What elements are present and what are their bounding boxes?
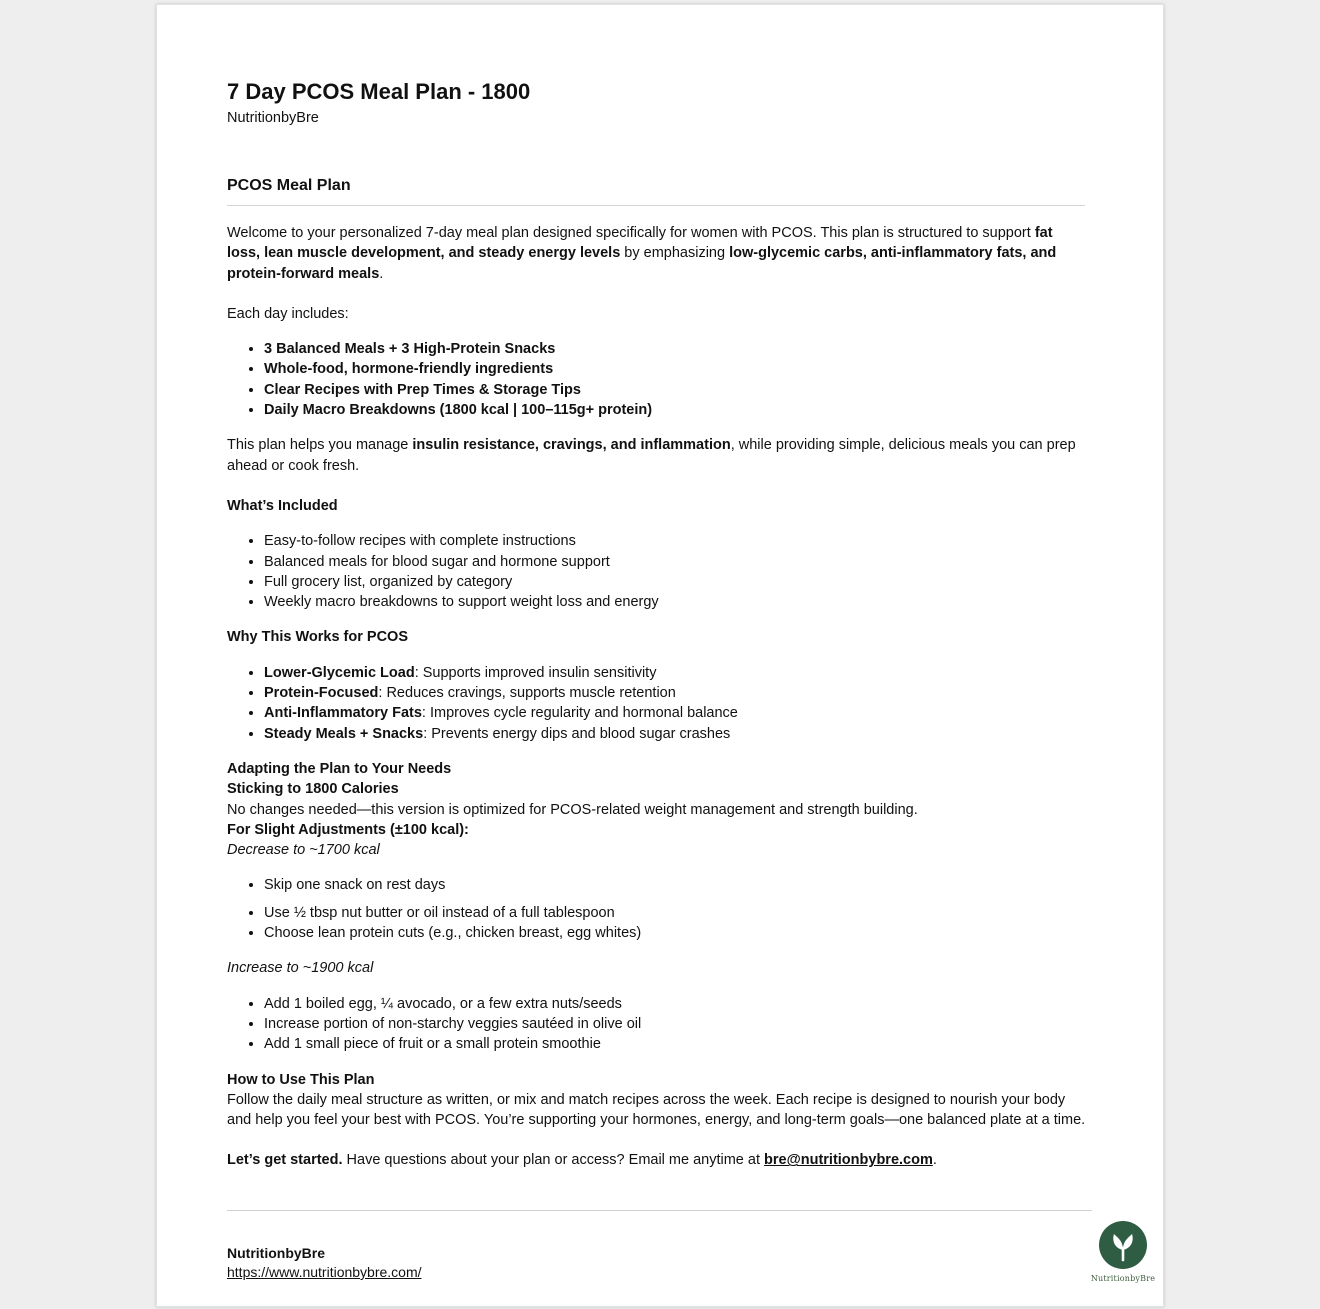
list-item: [264, 359, 1087, 379]
text-run: Welcome to your personalized 7-day meal plan designed specifically for women with PCOS. This plan is structured to support: [227, 225, 1035, 241]
text-run: Add 1 small piece of fruit or a small protein smoothie: [264, 1036, 601, 1053]
spacer: [227, 860, 1087, 875]
bold-text: Sticking to 1800 Calories: [227, 781, 399, 798]
logo-wordmark: NutritionbyBre: [1090, 1274, 1156, 1283]
section-title: PCOS Meal Plan: [227, 175, 1085, 206]
list-item: [264, 339, 1087, 359]
text-run: Each day includes:: [227, 305, 349, 322]
paragraph: [227, 1090, 1087, 1131]
text-run: .: [379, 265, 384, 282]
text-run: Skip one snack on rest days: [264, 877, 446, 894]
bold-text: 3 Balanced Meals + 3 High-Protein Snacks: [264, 341, 556, 358]
text-run: Add 1 boiled egg, ¼ avocado, or a few extra nuts/seeds: [264, 995, 622, 1012]
bullet-list: [227, 903, 1087, 944]
list-item: [264, 683, 1087, 703]
bold-text: Protein-Focused: [264, 685, 379, 702]
text-run: Have questions about your plan or access? Email me anytime at: [342, 1152, 765, 1169]
paragraph: [227, 840, 1087, 860]
bold-text: How to Use This Plan: [227, 1071, 375, 1088]
text-run: Follow the daily meal structure as written, or mix and match recipes across the week. Each recipe is designed to nourish your body and help you feel your best with PCOS. You’re supporting your hormones, energy, and long-term goals—one balanced plate at a time.: [227, 1091, 1086, 1129]
list-item: [264, 1014, 1087, 1034]
leaf-logo-icon: [1099, 1221, 1147, 1269]
bold-text: low-glycemic carbs, anti-inflammatory fats, and protein-forward meals: [227, 245, 1057, 282]
paragraph: [227, 223, 1087, 284]
italic-text: Decrease to ~1700 kcal: [227, 842, 380, 859]
list-item: [264, 531, 1087, 551]
email-link[interactable]: bre@nutritionbybre.com: [764, 1152, 933, 1169]
paragraph: [227, 820, 1087, 840]
bold-text: Clear Recipes with Prep Times & Storage Tips: [264, 381, 581, 398]
paragraph: [227, 304, 1087, 324]
text-run: , while providing simple, delicious meals you can prep ahead or cook fresh.: [227, 437, 1076, 474]
italic-text: Increase to ~1900 kcal: [227, 960, 374, 977]
paragraph: [227, 1070, 1087, 1090]
bold-text: Anti-Inflammatory Fats: [264, 705, 422, 722]
spacer: [227, 1130, 1087, 1150]
list-item: [264, 703, 1087, 723]
list-item: [264, 380, 1087, 400]
footer-divider: [227, 1210, 1092, 1211]
bold-text: Steady Meals + Snacks: [264, 725, 424, 742]
bold-text: What’s Included: [227, 497, 338, 514]
list-item: [264, 875, 1087, 895]
paragraph: [227, 800, 1087, 820]
bullet-list: [227, 663, 1087, 744]
spacer: [227, 612, 1087, 627]
list-item: [264, 552, 1087, 572]
text-run: Increase portion of non-starchy veggies sautéed in olive oil: [264, 1015, 642, 1032]
text-run: This plan helps you manage: [227, 437, 413, 454]
paragraph: [227, 958, 1087, 978]
spacer: [227, 943, 1087, 958]
text-run: Full grocery list, organized by category: [264, 573, 513, 590]
spacer: [227, 744, 1087, 759]
list-item: [264, 663, 1087, 683]
list-item: [264, 592, 1087, 612]
footer-brand-name: NutritionbyBre: [227, 1245, 325, 1261]
footer-website-link[interactable]: https://www.nutritionbybre.com/: [227, 1264, 422, 1280]
list-item: [264, 923, 1087, 943]
list-item: [264, 724, 1087, 744]
brand-logo: [1083, 1221, 1163, 1285]
bold-text: Lower-Glycemic Load: [264, 664, 415, 681]
spacer: [227, 648, 1087, 663]
bold-text: insulin resistance, cravings, and inflammation: [412, 437, 731, 454]
bold-text: fat loss, lean muscle development, and steady energy levels: [227, 225, 1053, 262]
paragraph: [227, 435, 1087, 476]
document-page: [156, 4, 1164, 1307]
spacer: [227, 324, 1087, 339]
text-run: Easy-to-follow recipes with complete instructions: [264, 533, 576, 550]
spacer: [227, 420, 1087, 435]
spacer: [227, 284, 1087, 304]
document-subtitle: NutritionbyBre: [227, 110, 319, 126]
text-run: Choose lean protein cuts (e.g., chicken breast, egg whites): [264, 925, 642, 942]
spacer: [227, 476, 1087, 496]
bold-text: Daily Macro Breakdowns (1800 kcal | 100–115g+ protein): [264, 402, 653, 419]
text-run: : Supports improved insulin sensitivity: [414, 664, 657, 681]
text-run: by emphasizing: [620, 245, 730, 262]
spacer: [227, 896, 1087, 903]
list-item: [264, 572, 1087, 592]
document-title: 7 Day PCOS Meal Plan - 1800: [227, 79, 531, 104]
list-item: [264, 903, 1087, 923]
bold-text: Adapting the Plan to Your Needs: [227, 760, 452, 777]
text-run: : Improves cycle regularity and hormonal balance: [421, 705, 738, 722]
text-run: No changes needed—this version is optimized for PCOS-related weight management and strength building.: [227, 801, 918, 818]
list-item: [264, 1034, 1087, 1054]
text-run: : Reduces cravings, supports muscle retention: [378, 685, 676, 702]
bold-text: Why This Works for PCOS: [227, 629, 409, 646]
paragraph: [227, 627, 1087, 647]
text-run: : Prevents energy dips and blood sugar crashes: [423, 725, 731, 742]
list-item: [264, 994, 1087, 1014]
text-run: Balanced meals for blood sugar and hormone support: [264, 553, 610, 570]
bullet-list: [227, 339, 1087, 420]
bold-text: For Slight Adjustments (±100 kcal):: [227, 821, 469, 838]
paragraph: [227, 759, 1087, 779]
paragraph: [227, 779, 1087, 799]
bullet-list: [227, 994, 1087, 1055]
text-run: .: [932, 1152, 937, 1169]
bullet-list: [227, 531, 1087, 612]
paragraph: [227, 1150, 1087, 1170]
paragraph: [227, 496, 1087, 516]
text-run: Weekly macro breakdowns to support weight loss and energy: [264, 594, 659, 611]
bold-text: Whole-food, hormone-friendly ingredients: [264, 361, 554, 378]
spacer: [227, 516, 1087, 531]
text-run: Use ½ tbsp nut butter or oil instead of a full tablespoon: [264, 904, 615, 921]
bullet-list: [227, 875, 1087, 895]
list-item: [264, 400, 1087, 420]
bold-text: Let’s get started.: [227, 1152, 343, 1169]
document-body: [227, 223, 1087, 1171]
spacer: [227, 979, 1087, 994]
spacer: [227, 1055, 1087, 1070]
